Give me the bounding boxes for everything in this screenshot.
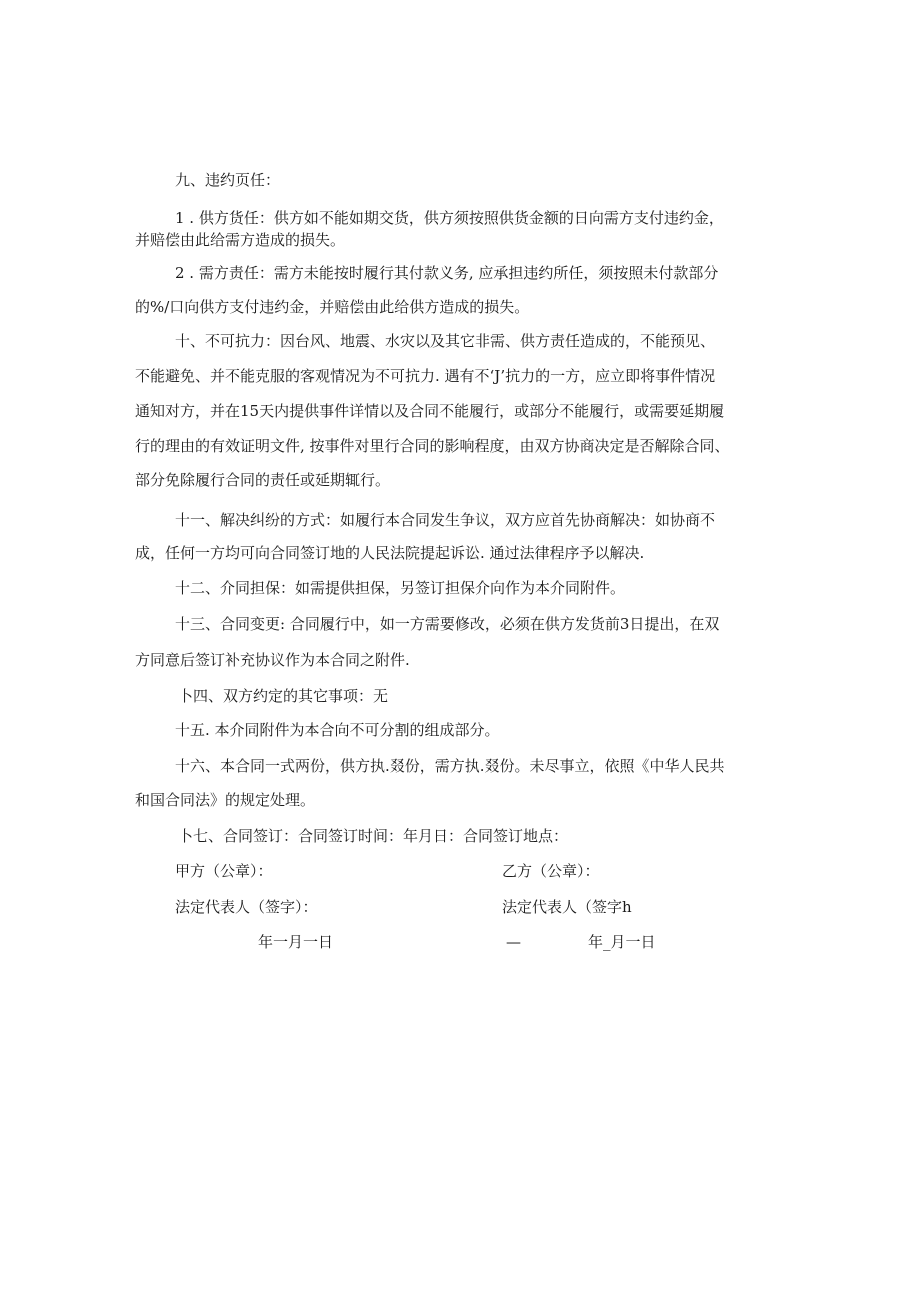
clause-15: 十五. 本介同附件为本合向不可分割的组成部分。 [175, 721, 500, 739]
clause-13-line-1: 十三、合同变更: 合同履行中，如一方需要修改，必须在供方发货前3日提出，在双 [175, 615, 720, 633]
clause-16-line-1: 十六、本合同一式两份，供方执.叕份，需方执.叕份。未尽事立，依照《中华人民共 [175, 757, 725, 775]
party-a-seal: 甲方（公章）： [175, 862, 273, 880]
party-b-date: 年_月一日 [588, 933, 656, 951]
clause-14: 卜四、双方约定的其它事项：无 [178, 687, 389, 705]
clause-10-line-5: 部分免除履行合同的责任或延期辄行。 [135, 471, 391, 489]
clause-9-2-line-2: 的%/口向供方支付违约金，并赔偿由此给供方造成的损失。 [135, 298, 530, 316]
clause-9-2-line-1: 2 . 需方责任：需方未能按时履行其付款义务, 应承担违约所任，须按照未付款部分 [175, 264, 719, 282]
clause-11-line-1: 十一、解决纠纷的方式：如履行本合同发生争议，双方应首先协商解决：如协商不 [175, 511, 716, 529]
clause-11-line-2: 成，任何一方均可向合同签订地的人民法院提起诉讼. 通过法律程序予以解决. [135, 544, 645, 562]
party-b-date-dash: — [506, 933, 521, 951]
clause-13-line-2: 方同意后签订补充协议作为本合同之附件. [135, 651, 410, 669]
clause-10-line-2: 不能避免、并不能克服的客观情况为不可抗力. 遇有不‘J’抗力的一方，应立即将事件情况 [135, 367, 716, 385]
clause-17: 卜七、合同签订：合同签订时间：年月日：合同签订地点： [178, 827, 569, 845]
party-b-seal: 乙方（公章）： [502, 862, 600, 880]
clause-9-1-line-2: 并赔偿由此给需方造成的损失。 [135, 231, 346, 249]
party-a-representative: 法定代表人（签字）： [175, 898, 318, 916]
clause-10-line-4: 行的理由的有效证明文件, 按事件对里行合同的影响程度，由双方协商决定是否解除合同、 [135, 437, 730, 455]
clause-9-title: 九、违约页任： [175, 171, 281, 189]
party-b-representative: 法定代表人（签字h [502, 898, 632, 916]
party-a-date: 年一月一日 [258, 933, 334, 951]
clause-10-line-3: 通知对方，并在15天内提供事件详情以及合同不能履行，或部分不能履行，或需要延期履 [135, 402, 725, 420]
clause-16-line-2: 和国合同法》的规定处理。 [135, 791, 316, 809]
clause-9-1-line-1: 1 . 供方货任：供方如不能如期交货，供方须按照供货金额的日向需方支付违约金， [175, 209, 724, 227]
clause-12: 十二、介同担保：如需提供担保，另签订担保介向作为本介同附件。 [175, 579, 626, 597]
clause-10-line-1: 十、不可抗力：因台风、地震、水灾以及其它非需、供方责任造成的，不能预见、 [175, 332, 716, 350]
